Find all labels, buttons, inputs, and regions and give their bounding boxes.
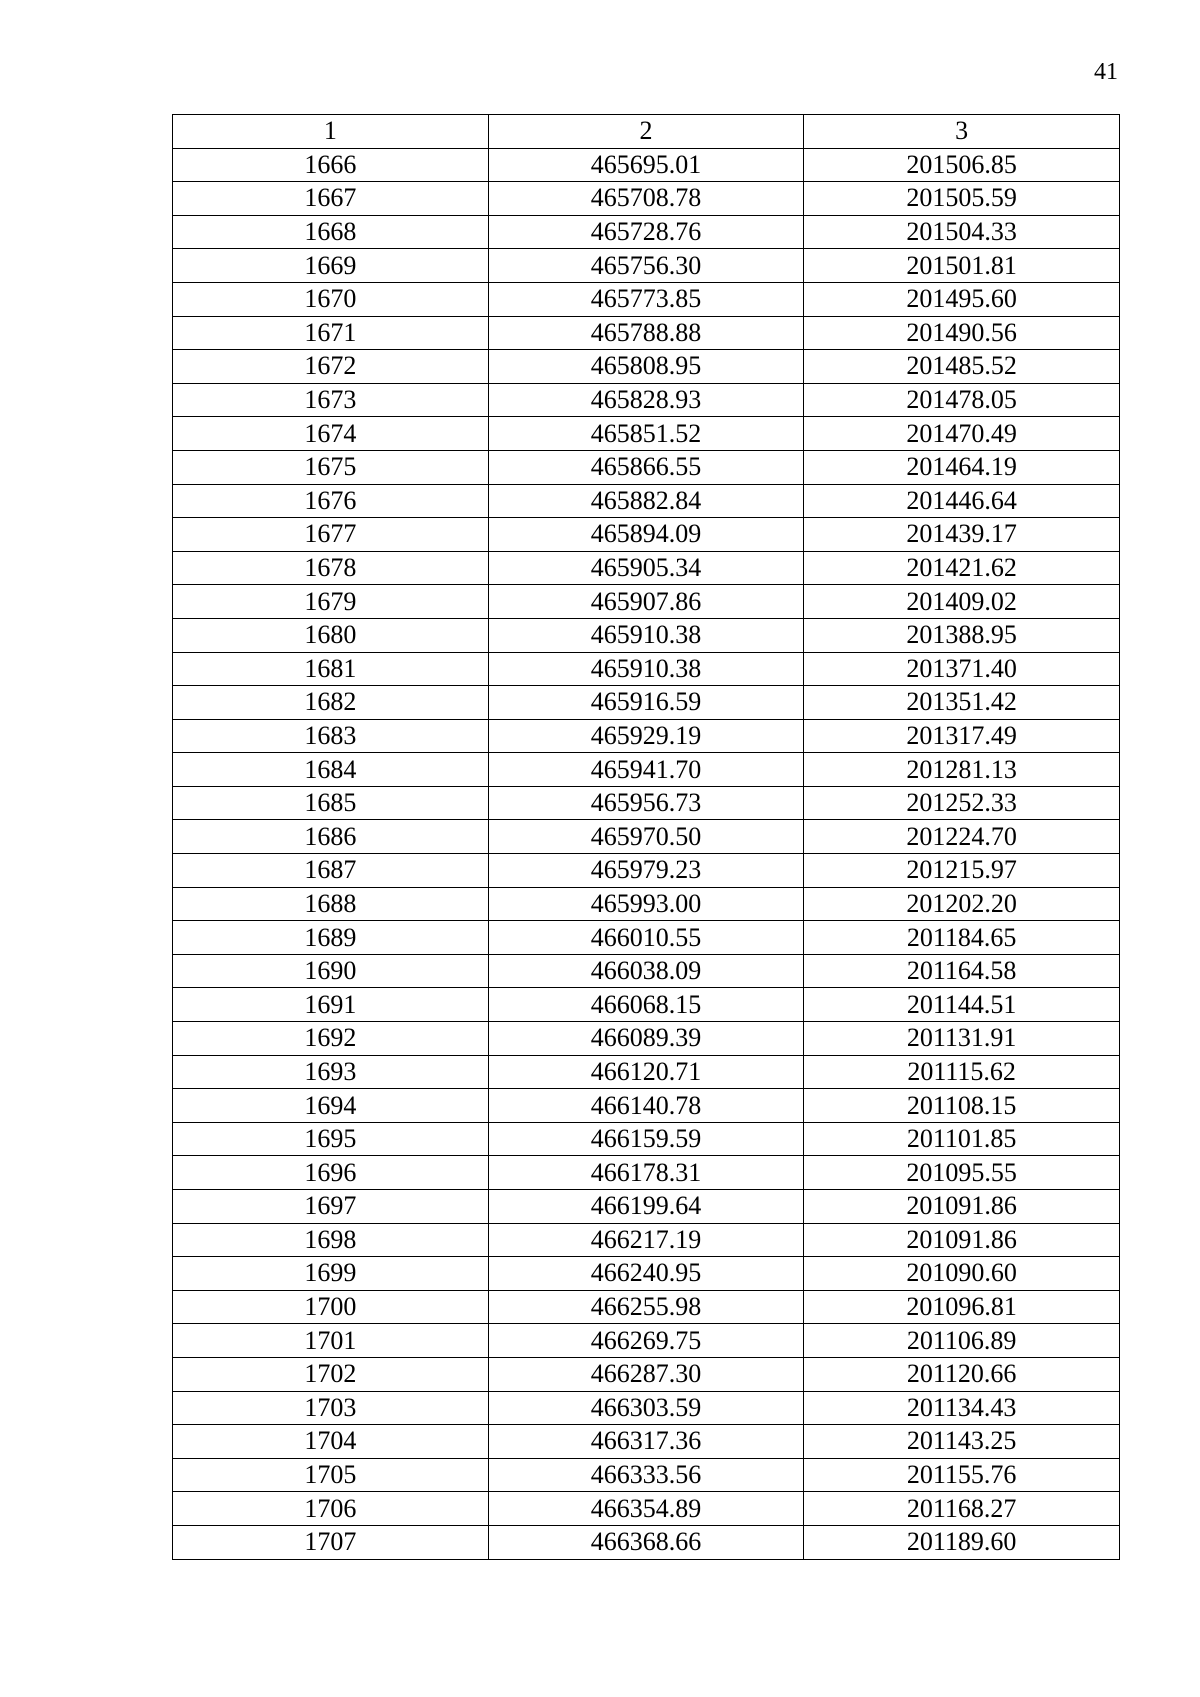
table-cell-col-1: 1673 — [173, 383, 489, 417]
table-row — [173, 316, 1120, 350]
table-cell-col-3: 201281.13 — [804, 753, 1120, 787]
column-header-2: 2 — [488, 115, 804, 149]
coordinates-table — [172, 114, 1120, 1560]
table-cell-col-3: 201504.33 — [804, 215, 1120, 249]
table-cell-col-2: 466287.30 — [488, 1357, 804, 1391]
table-row — [173, 148, 1120, 182]
table-cell-col-2: 466159.59 — [488, 1122, 804, 1156]
table-cell-col-3: 201464.19 — [804, 450, 1120, 484]
table-cell-col-3: 201215.97 — [804, 854, 1120, 888]
table-header-row — [173, 115, 1120, 149]
table-cell-col-1: 1667 — [173, 182, 489, 216]
table-row — [173, 1425, 1120, 1459]
table-cell-col-1: 1703 — [173, 1391, 489, 1425]
table-row — [173, 282, 1120, 316]
table-cell-col-2: 465907.86 — [488, 585, 804, 619]
table-cell-col-2: 466333.56 — [488, 1458, 804, 1492]
table-cell-col-2: 465941.70 — [488, 753, 804, 787]
table-row — [173, 921, 1120, 955]
table-cell-col-3: 201224.70 — [804, 820, 1120, 854]
table-cell-col-1: 1701 — [173, 1324, 489, 1358]
table-row — [173, 954, 1120, 988]
table-row — [173, 1122, 1120, 1156]
table-cell-col-2: 466140.78 — [488, 1089, 804, 1123]
page-number: 41 — [1094, 59, 1118, 85]
table-row — [173, 1190, 1120, 1224]
table-cell-col-2: 466255.98 — [488, 1290, 804, 1324]
table-row — [173, 484, 1120, 518]
table-cell-col-3: 201388.95 — [804, 618, 1120, 652]
table-row — [173, 1290, 1120, 1324]
table-cell-col-1: 1676 — [173, 484, 489, 518]
table-cell-col-2: 465956.73 — [488, 786, 804, 820]
table-row — [173, 820, 1120, 854]
table-cell-col-3: 201490.56 — [804, 316, 1120, 350]
table-row — [173, 1357, 1120, 1391]
table-cell-col-1: 1689 — [173, 921, 489, 955]
table-row — [173, 887, 1120, 921]
table-cell-col-1: 1671 — [173, 316, 489, 350]
table-cell-col-1: 1680 — [173, 618, 489, 652]
table-row — [173, 417, 1120, 451]
table-cell-col-2: 465808.95 — [488, 350, 804, 384]
table-row — [173, 551, 1120, 585]
table-cell-col-3: 201189.60 — [804, 1525, 1120, 1559]
table-cell-col-1: 1679 — [173, 585, 489, 619]
table-cell-col-1: 1702 — [173, 1357, 489, 1391]
table-cell-col-2: 466317.36 — [488, 1425, 804, 1459]
table-cell-col-3: 201505.59 — [804, 182, 1120, 216]
table-cell-col-2: 466120.71 — [488, 1055, 804, 1089]
table-cell-col-1: 1681 — [173, 652, 489, 686]
table-cell-col-3: 201101.85 — [804, 1122, 1120, 1156]
table-cell-col-3: 201506.85 — [804, 148, 1120, 182]
table-cell-col-1: 1678 — [173, 551, 489, 585]
table-cell-col-3: 201115.62 — [804, 1055, 1120, 1089]
table-cell-col-2: 465788.88 — [488, 316, 804, 350]
table-row — [173, 1156, 1120, 1190]
table-cell-col-2: 466269.75 — [488, 1324, 804, 1358]
table-row — [173, 249, 1120, 283]
table-cell-col-3: 201371.40 — [804, 652, 1120, 686]
table-row — [173, 786, 1120, 820]
table-cell-col-2: 466368.66 — [488, 1525, 804, 1559]
table-cell-col-3: 201091.86 — [804, 1223, 1120, 1257]
table-cell-col-3: 201501.81 — [804, 249, 1120, 283]
table-cell-col-2: 465882.84 — [488, 484, 804, 518]
table-cell-col-1: 1672 — [173, 350, 489, 384]
table-cell-col-1: 1696 — [173, 1156, 489, 1190]
table-cell-col-1: 1691 — [173, 988, 489, 1022]
table-cell-col-3: 201144.51 — [804, 988, 1120, 1022]
table-row — [173, 585, 1120, 619]
table-cell-col-3: 201091.86 — [804, 1190, 1120, 1224]
table-cell-col-3: 201252.33 — [804, 786, 1120, 820]
table-cell-col-3: 201439.17 — [804, 518, 1120, 552]
table-row — [173, 652, 1120, 686]
table-row — [173, 215, 1120, 249]
table-cell-col-1: 1693 — [173, 1055, 489, 1089]
table-cell-col-3: 201446.64 — [804, 484, 1120, 518]
table-cell-col-2: 465851.52 — [488, 417, 804, 451]
column-header-3: 3 — [804, 115, 1120, 149]
table-cell-col-3: 201184.65 — [804, 921, 1120, 955]
table-cell-col-2: 465970.50 — [488, 820, 804, 854]
table-cell-col-2: 465828.93 — [488, 383, 804, 417]
table-row — [173, 1055, 1120, 1089]
table-cell-col-2: 465894.09 — [488, 518, 804, 552]
table-cell-col-2: 465979.23 — [488, 854, 804, 888]
table-cell-col-1: 1705 — [173, 1458, 489, 1492]
table-row — [173, 1391, 1120, 1425]
table-cell-col-2: 466178.31 — [488, 1156, 804, 1190]
table-row — [173, 383, 1120, 417]
table-cell-col-2: 466303.59 — [488, 1391, 804, 1425]
table-cell-col-1: 1700 — [173, 1290, 489, 1324]
table-cell-col-3: 201168.27 — [804, 1492, 1120, 1526]
table-cell-col-2: 465929.19 — [488, 719, 804, 753]
table-cell-col-3: 201155.76 — [804, 1458, 1120, 1492]
table-cell-col-1: 1699 — [173, 1257, 489, 1291]
table-cell-col-2: 465695.01 — [488, 148, 804, 182]
table-cell-col-2: 466354.89 — [488, 1492, 804, 1526]
table-cell-col-1: 1669 — [173, 249, 489, 283]
table-cell-col-3: 201164.58 — [804, 954, 1120, 988]
table-cell-col-1: 1688 — [173, 887, 489, 921]
column-header-1: 1 — [173, 115, 489, 149]
table-cell-col-2: 465910.38 — [488, 652, 804, 686]
table-cell-col-1: 1670 — [173, 282, 489, 316]
table-row — [173, 686, 1120, 720]
table-cell-col-1: 1698 — [173, 1223, 489, 1257]
table-cell-col-1: 1694 — [173, 1089, 489, 1123]
table-cell-col-1: 1675 — [173, 450, 489, 484]
table-cell-col-1: 1686 — [173, 820, 489, 854]
table-cell-col-2: 465708.78 — [488, 182, 804, 216]
table-row — [173, 988, 1120, 1022]
table-cell-col-2: 466199.64 — [488, 1190, 804, 1224]
table-cell-col-1: 1697 — [173, 1190, 489, 1224]
table-cell-col-3: 201409.02 — [804, 585, 1120, 619]
table-cell-col-1: 1685 — [173, 786, 489, 820]
table-cell-col-1: 1692 — [173, 1022, 489, 1056]
table-cell-col-2: 466240.95 — [488, 1257, 804, 1291]
table-cell-col-3: 201485.52 — [804, 350, 1120, 384]
table-cell-col-1: 1704 — [173, 1425, 489, 1459]
table-cell-col-3: 201134.43 — [804, 1391, 1120, 1425]
table-cell-col-2: 465910.38 — [488, 618, 804, 652]
table-row — [173, 350, 1120, 384]
table-cell-col-2: 465916.59 — [488, 686, 804, 720]
table-row — [173, 1525, 1120, 1559]
table-cell-col-3: 201317.49 — [804, 719, 1120, 753]
table-cell-col-1: 1690 — [173, 954, 489, 988]
table-cell-col-1: 1706 — [173, 1492, 489, 1526]
table-cell-col-1: 1682 — [173, 686, 489, 720]
table-cell-col-1: 1695 — [173, 1122, 489, 1156]
table-cell-col-1: 1674 — [173, 417, 489, 451]
table-row — [173, 719, 1120, 753]
table-row — [173, 1257, 1120, 1291]
table-cell-col-1: 1687 — [173, 854, 489, 888]
table-cell-col-3: 201106.89 — [804, 1324, 1120, 1358]
table-row — [173, 854, 1120, 888]
table-row — [173, 1458, 1120, 1492]
table-cell-col-1: 1707 — [173, 1525, 489, 1559]
table-cell-col-3: 201096.81 — [804, 1290, 1120, 1324]
table-row — [173, 1089, 1120, 1123]
table-cell-col-2: 466038.09 — [488, 954, 804, 988]
table-cell-col-3: 201095.55 — [804, 1156, 1120, 1190]
table-cell-col-3: 201108.15 — [804, 1089, 1120, 1123]
table-row — [173, 1324, 1120, 1358]
table-row — [173, 753, 1120, 787]
table-cell-col-3: 201131.91 — [804, 1022, 1120, 1056]
table-cell-col-3: 201495.60 — [804, 282, 1120, 316]
table-cell-col-3: 201143.25 — [804, 1425, 1120, 1459]
table-cell-col-3: 201478.05 — [804, 383, 1120, 417]
table-cell-col-2: 466217.19 — [488, 1223, 804, 1257]
table-cell-col-3: 201120.66 — [804, 1357, 1120, 1391]
table-cell-col-2: 465728.76 — [488, 215, 804, 249]
table-cell-col-3: 201470.49 — [804, 417, 1120, 451]
table-row — [173, 618, 1120, 652]
table-cell-col-3: 201202.20 — [804, 887, 1120, 921]
table-row — [173, 1492, 1120, 1526]
table-cell-col-1: 1666 — [173, 148, 489, 182]
table-cell-col-1: 1684 — [173, 753, 489, 787]
table-cell-col-1: 1683 — [173, 719, 489, 753]
table-cell-col-2: 466068.15 — [488, 988, 804, 1022]
table-cell-col-2: 466089.39 — [488, 1022, 804, 1056]
table-cell-col-2: 465756.30 — [488, 249, 804, 283]
table-cell-col-3: 201090.60 — [804, 1257, 1120, 1291]
table-row — [173, 182, 1120, 216]
table-body — [173, 148, 1120, 1559]
table-cell-col-3: 201421.62 — [804, 551, 1120, 585]
table-row — [173, 518, 1120, 552]
table-cell-col-1: 1677 — [173, 518, 489, 552]
table-row — [173, 1022, 1120, 1056]
table-row — [173, 450, 1120, 484]
table-cell-col-2: 465993.00 — [488, 887, 804, 921]
table-cell-col-2: 465866.55 — [488, 450, 804, 484]
table-cell-col-2: 466010.55 — [488, 921, 804, 955]
table-row — [173, 1223, 1120, 1257]
table-cell-col-2: 465905.34 — [488, 551, 804, 585]
table-cell-col-3: 201351.42 — [804, 686, 1120, 720]
table-cell-col-1: 1668 — [173, 215, 489, 249]
table-cell-col-2: 465773.85 — [488, 282, 804, 316]
